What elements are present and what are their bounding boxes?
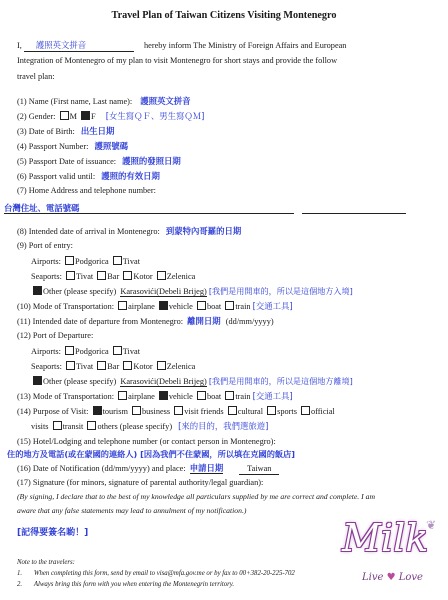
name-note[interactable]: 護照英文拼音 bbox=[140, 96, 191, 106]
departure-kotor-checkbox[interactable] bbox=[123, 361, 132, 370]
entry-kotor-checkbox[interactable] bbox=[123, 271, 132, 280]
departure-note: [我們是用開車的，所以是這個地方離境] bbox=[208, 376, 353, 386]
sign-note[interactable]: [記得要簽名喲！] bbox=[17, 528, 89, 538]
entry-podgorica-checkbox[interactable] bbox=[65, 256, 74, 265]
departure-seaports: Seaports: Tivat Bar Kotor Zelenica bbox=[31, 362, 196, 371]
purpose-tourism-checkbox[interactable] bbox=[93, 406, 102, 415]
notification-date-note[interactable]: 申請日期 bbox=[189, 463, 224, 473]
notification-place-field[interactable]: Taiwan bbox=[239, 464, 279, 475]
item-gender: (2) Gender: M F [女生寫ＱＦ、男生寫ＱＭ] bbox=[17, 111, 205, 121]
entry-other: Other (please specify) Karasovići(Debeli Brijeg) [我們是用開車的，所以是這個地方入境] bbox=[31, 286, 353, 297]
transport-in-boat-checkbox[interactable] bbox=[197, 301, 206, 310]
item-departure-date: (11) Intended date of departure from Montenegro: 離開日期 (dd/mm/yyyy) bbox=[17, 316, 274, 326]
purpose-others-checkbox[interactable] bbox=[87, 421, 96, 430]
departure-tivat-checkbox[interactable] bbox=[113, 346, 122, 355]
item-purpose: (14) Purpose of Visit: tourism business visit friends cultural sports official bbox=[17, 407, 335, 416]
entry-bar-checkbox[interactable] bbox=[97, 271, 106, 280]
transport-in-vehicle-checkbox[interactable] bbox=[159, 301, 168, 310]
intro-line-1: I, 護照英文拼音 hereby inform The Ministry of Foreign Affairs and European bbox=[17, 40, 347, 50]
purpose-transit-checkbox[interactable] bbox=[53, 421, 62, 430]
item-address: (7) Home Address and telephone number: bbox=[17, 186, 156, 195]
item-hotel: (15) Hotel/Lodging and telephone number (or contact person in Montenegro): bbox=[17, 437, 276, 446]
transport-in-train-checkbox[interactable] bbox=[225, 301, 234, 310]
purpose-friends-checkbox[interactable] bbox=[174, 406, 183, 415]
passport-number-note[interactable]: 護照號碼 bbox=[94, 141, 129, 151]
dob-note[interactable]: 出生日期 bbox=[80, 126, 115, 136]
name-field[interactable]: 護照英文拼音 bbox=[24, 40, 134, 52]
departure-zelenica-checkbox[interactable] bbox=[157, 361, 166, 370]
declaration-line-1: (By signing, I declare that to the best of my knowledge all particulars supplied by me are correct and complete. I am bbox=[17, 492, 376, 501]
item-transport-out: (13) Mode of Transportation: airplane vehicle boat train [交通工具] bbox=[17, 391, 293, 401]
transport-out-airplane-checkbox[interactable] bbox=[118, 391, 127, 400]
purpose-cultural-checkbox[interactable] bbox=[228, 406, 237, 415]
departure-bar-checkbox[interactable] bbox=[97, 361, 106, 370]
milk-watermark bbox=[334, 516, 444, 598]
departure-other: Other (please specify) Karasovići(Debeli Brijeg) [我們是用開車的，所以是這個地方離境] bbox=[31, 376, 353, 387]
gender-m-checkbox[interactable] bbox=[60, 111, 69, 120]
item-passport-valid: (6) Passport valid until: 護照的有效日期 bbox=[17, 171, 160, 181]
purpose-line-2: visits transit others (please specify) [來的目的，我們選旅遊] bbox=[31, 421, 269, 431]
address-note[interactable]: 台灣住址、電話號碼 bbox=[4, 203, 80, 213]
transport-in-note: [交通工具] bbox=[252, 301, 293, 311]
purpose-official-checkbox[interactable] bbox=[301, 406, 310, 415]
declaration-line-2: aware that any false statements may lead to annulment of my notification.) bbox=[17, 506, 247, 515]
item-transport-in: (10) Mode of Transportation: airplane vehicle boat train [交通工具] bbox=[17, 301, 293, 311]
item-passport-number: (4) Passport Number: 護照號碼 bbox=[17, 141, 129, 151]
entry-airports: Airports: Podgorica Tivat bbox=[31, 257, 140, 266]
item-departure-port: (12) Port of Departure: bbox=[17, 331, 94, 340]
item-dob: (3) Date of Birth: 出生日期 bbox=[17, 126, 115, 136]
transport-out-note: [交通工具] bbox=[252, 391, 293, 401]
entry-other-field[interactable]: Karasovići(Debeli Brijeg) bbox=[120, 287, 207, 296]
entry-tivat-checkbox[interactable] bbox=[113, 256, 122, 265]
footer-note-1: 1. When completing this form, send by email to visa@mfa.gov.me or by fax to 00+382-20-225-702 bbox=[17, 570, 295, 577]
footer-note-2: 2. Always bring this form with you when entering the Montenegrin territory. bbox=[17, 581, 235, 588]
gender-note: [女生寫ＱＦ、男生寫ＱＭ] bbox=[105, 111, 205, 121]
entry-note: [我們是用開車的，所以是這個地方入境] bbox=[208, 286, 353, 296]
entry-other-checkbox[interactable] bbox=[33, 286, 42, 295]
arrival-note[interactable]: 到蒙特內哥羅的日期 bbox=[165, 226, 242, 236]
purpose-sports-checkbox[interactable] bbox=[267, 406, 276, 415]
transport-out-train-checkbox[interactable] bbox=[225, 391, 234, 400]
item-passport-issue: (5) Passport Date of issuance: 護照的發照日期 bbox=[17, 156, 181, 166]
departure-sea-tivat-checkbox[interactable] bbox=[66, 361, 75, 370]
page-title: Travel Plan of Taiwan Citizens Visiting Montenegro bbox=[111, 10, 337, 21]
address-line-2 bbox=[302, 213, 406, 214]
item-notification: (16) Date of Notification (dd/mm/yyyy) and place: 申請日期 Taiwan bbox=[17, 463, 279, 475]
footer-heading: Note to the travelers: bbox=[17, 559, 75, 566]
item-name: (1) Name (First name, Last name): 護照英文拼音 bbox=[17, 96, 191, 106]
address-line-1 bbox=[4, 213, 294, 214]
heart-icon: ♥ bbox=[386, 572, 396, 583]
departure-other-field[interactable]: Karasovići(Debeli Brijeg) bbox=[120, 377, 207, 386]
passport-valid-note[interactable]: 護照的有效日期 bbox=[101, 171, 160, 181]
entry-seaports: Seaports: Tivat Bar Kotor Zelenica bbox=[31, 272, 196, 281]
butterfly-icon: ❦ bbox=[426, 518, 437, 532]
departure-podgorica-checkbox[interactable] bbox=[65, 346, 74, 355]
intro-line-3: travel plan: bbox=[17, 72, 55, 81]
departure-other-checkbox[interactable] bbox=[33, 376, 42, 385]
purpose-note: [來的目的，我們選旅遊] bbox=[178, 421, 269, 431]
item-entry: (9) Port of entry: bbox=[17, 241, 73, 250]
passport-issue-note[interactable]: 護照的發照日期 bbox=[122, 156, 181, 166]
transport-out-boat-checkbox[interactable] bbox=[197, 391, 206, 400]
item-signature: (17) Signature (for minors, signature of parental authority/legal guardian): bbox=[17, 478, 264, 487]
watermark-tagline: Live ♥ Love bbox=[362, 572, 423, 583]
entry-zelenica-checkbox[interactable] bbox=[157, 271, 166, 280]
entry-sea-tivat-checkbox[interactable] bbox=[66, 271, 75, 280]
hotel-note[interactable]: 住的地方及電話(或在蒙國的連絡人) [因為我們不住蒙國，所以填在克國的飯店] bbox=[7, 449, 296, 459]
intro-line-2: Integration of Montenegro of my plan to visit Montenegro for short stays and provide the follow bbox=[17, 56, 338, 65]
item-arrival: (8) Intended date of arrival in Montenegro: 到蒙特內哥羅的日期 bbox=[17, 226, 242, 236]
watermark-logo: Milk bbox=[342, 516, 429, 560]
departure-date-note[interactable]: 離開日期 bbox=[187, 316, 221, 326]
transport-in-airplane-checkbox[interactable] bbox=[118, 301, 127, 310]
departure-airports: Airports: Podgorica Tivat bbox=[31, 347, 140, 356]
purpose-business-checkbox[interactable] bbox=[132, 406, 141, 415]
gender-f-checkbox[interactable] bbox=[81, 111, 90, 120]
transport-out-vehicle-checkbox[interactable] bbox=[159, 391, 168, 400]
